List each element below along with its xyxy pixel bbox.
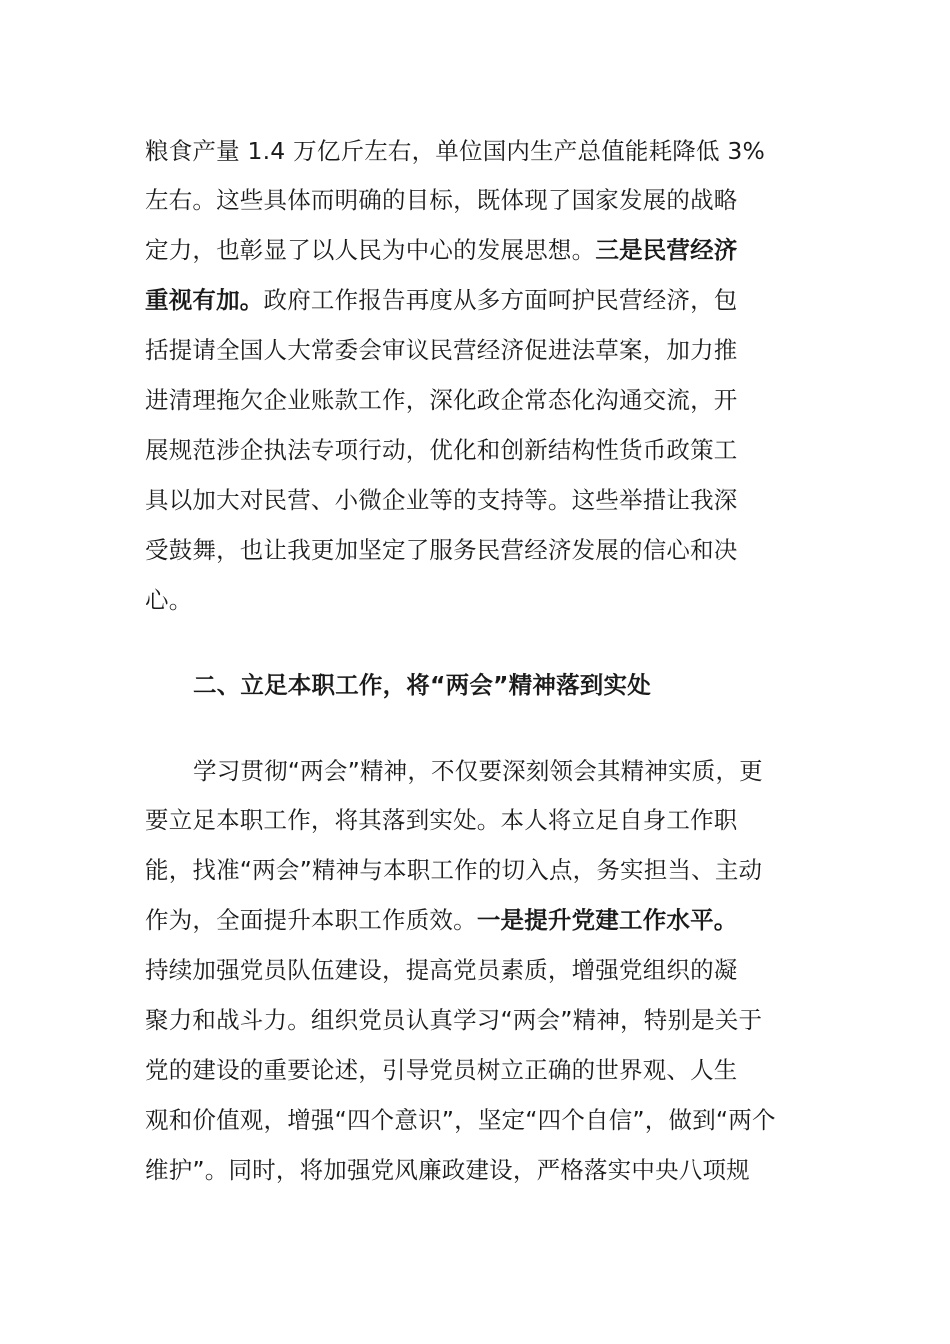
text-line: 受鼓舞，也让我更加坚定了服务民营经济发展的信心和决 [145, 536, 738, 564]
bold-text-run: 重视有加。 [145, 286, 264, 314]
text-line: 左右。这些具体而明确的目标，既体现了国家发展的战略 [145, 186, 738, 214]
text-line: 括提请全国人大常委会审议民营经济促进法草案，加力推 [145, 336, 738, 364]
text-line: 具以加大对民营、小微企业等的支持等。这些举措让我深 [145, 486, 738, 514]
text-line: 能，找准“两会”精神与本职工作的切入点，务实担当、主动 [145, 856, 763, 884]
text-line: 粮食产量 1.4 万亿斤左右，单位国内生产总值能耗降低 3% [145, 137, 766, 165]
text-line [145, 283, 738, 317]
text-line [145, 233, 738, 267]
text-line: 展规范涉企执法专项行动，优化和创新结构性货币政策工 [145, 436, 738, 464]
text-run: 定力，也彰显了以人民为中心的发展思想。 [145, 236, 596, 264]
text-line [145, 903, 738, 937]
text-line: 持续加强党员队伍建设，提高党员素质，增强党组织的凝 [145, 956, 738, 984]
text-line: 要立足本职工作，将其落到实处。本人将立足自身工作职 [145, 806, 738, 834]
bold-text-run: 三是民营经济 [595, 236, 738, 264]
bold-text-run: 一是提升党建工作水平。 [476, 906, 738, 934]
text-line: 党的建设的重要论述，引导党员树立正确的世界观、人生 [145, 1056, 738, 1084]
text-line: 学习贯彻“两会”精神，不仅要深刻领会其精神实质，更 [193, 757, 763, 785]
text-run: 作为，全面提升本职工作质效。 [145, 906, 477, 934]
text-run: 政府工作报告再度从多方面呵护民营经济，包 [263, 286, 738, 314]
text-line: 维护”。同时，将加强党风廉政建设，严格落实中央八项规 [145, 1156, 750, 1184]
text-line: 心。 [145, 586, 193, 614]
text-line: 聚力和战斗力。组织党员认真学习“两会”精神，特别是关于 [145, 1006, 763, 1034]
section-heading: 二、立足本职工作，将“两会”精神落到实处 [193, 671, 651, 699]
text-line: 观和价值观，增强“四个意识”，坚定“四个自信”，做到“两个 [145, 1106, 776, 1134]
text-line: 进清理拖欠企业账款工作，深化政企常态化沟通交流，开 [145, 386, 738, 414]
